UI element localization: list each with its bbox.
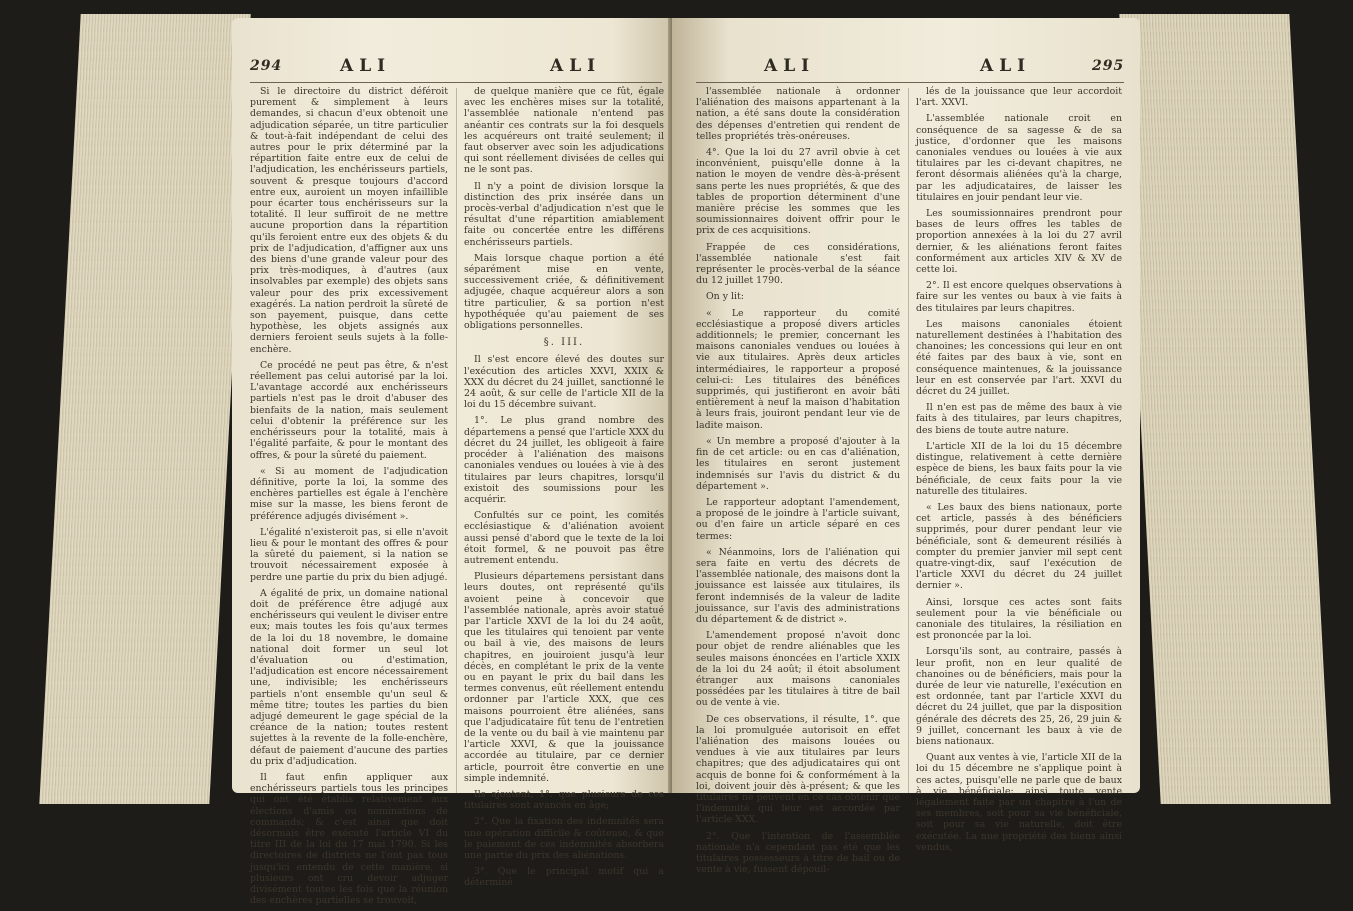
paragraph: A égalité de prix, un domaine national doit de préférence être adjugé aux enchérisseurs qui veulent le diviser entre eux; mais toutes les fois qu'aux termes de la loi du 18 novembre, le domaine national doit former un seul lot d'évaluation ou d'estimation, l'adjudication est encore nécessairement une, indivisible; les enchérisseurs partiels n'ont ensemble qu'un seul & même titre; toutes les parties du bien adjugé demeurent le gage spécial de la créance de la nation; toutes restent sujettes à la revente de la folle-enchère, défaut de paiement d'aucune des parties du prix d'adjudication. (250, 587, 448, 767)
paragraph: « Les baux des biens nationaux, porte cet article, passés à des bénéficiers supprimés, pour durer pendant leur vie bénéficiale, sont & demeurent résiliés à compter du premier janvier mil sept cent quatre-vingt-dix, sauf l'exécution de l'article XXVI du décret du 24 juillet dernier ». (916, 501, 1122, 592)
paragraph: 2°. Que l'intention de l'assemblée nationale n'a cependant pas été que les titulaires possesseurs à titre de bail ou de vente à vie, fussent dépouil- (696, 830, 900, 876)
paragraph: Il n'y a point de division lorsque la distinction des prix insérée dans un procès-verbal d'adjudication n'est que le résultat d'une répartition amiablement faite ou concertée entre les différens enchérisseurs partiels. (464, 180, 664, 248)
paragraph: de quelque manière que ce fût, égale avec les enchères mises sur la totalité, l'assemblée nationale n'entend pas anéantir ces contrats sur la foi desquels les acquéreurs ont traité seulement; il faut observer avec soin les adjudications qui sont réellement divisées de celles qui ne le sont pas. (464, 86, 664, 176)
paragraph: Il faut enfin appliquer aux enchérisseurs partiels tous les principes qui ont été établis relativement aux élections d'amis ou nominations de commands; & c'est ainsi que doit désormais être exécuté l'article VI du titre III de la loi du 17 mai 1790. Si les directoires de districts ne l'ont pas tous jusqu'ici entendu de cette manière, si plusieurs ont cru devoir adjuger divisément toutes les fois que la réunion des enchères partielles se trouvoit, (250, 771, 448, 907)
paragraph: 1°. Le plus grand nombre des départemens a pensé que l'article XXX du décret du 24 juillet, les obligeoit à faire procéder à l'aliénation des maisons canoniales vendues ou louées à vie à des titulaires par leurs chapitres, lorsqu'il existoit des soumissions pour les acquérir. (464, 415, 664, 505)
paragraph: On y lit: (706, 291, 744, 303)
paragraph: 3°. Que le principal motif qui a déterminé (464, 866, 664, 889)
paragraph: « Si au moment de l'adjudication définitive, porte la loi, la somme des enchères partielles est égale à l'enchère mise sur la masse, les biens feront de préférence adjugés divisément ». (250, 465, 448, 522)
right-page (672, 18, 1140, 876)
paragraph: Les maisons canoniales étoient naturellement destinées à l'habitation des chanoines; les concessions qui leur en ont été faites par des baux à vie, sont en conséquence maintenues, & la jouissance leur en est conservée par l'art. XXVI du décret du 24 juillet. (916, 318, 1122, 398)
paragraph: 2°. Il est encore quelques observations à faire sur les ventes ou baux à vie faits à des titulaires par leurs chapitres. (916, 280, 1122, 314)
paragraph: Plusieurs départemens persistant dans leurs doutes, ont représenté qu'ils avoient peine à concevoir que l'assemblée nationale, après avoir statué par l'article XXVI de la loi du 24 août, que les titulaires qui tenoient par vente ou bail à vie, des maisons de leurs chapitres, en jouiroient jusqu'à leur décès, en complétant le prix de la vente ou en payant le prix du bail dans les termes convenus, eût réellement entendu ordonner par l'article XXX, que ces maisons pourroient être aliénées, sans que l'adjudicataire fût tenu de l'entretien de la vente ou du bail à vie maintenu par l'article XXVI, & que la jouissance accordée au titulaire, par ce dernier article, pourroit être convertie en une simple indemnité. (464, 571, 664, 784)
paragraph: Le rapporteur adoptant l'amendement, a proposé de le joindre à l'article suivant, ou d'en faire un article séparé en ces termes: (696, 496, 900, 542)
left-page-header (232, 56, 680, 84)
paragraph: lés de la jouissance que leur accordoit l'art. XXVI. (916, 86, 1122, 109)
paragraph: Frappée de ces considérations, l'assemblée nationale s'est fait représenter le procès-verbal de la séance du 12 juillet 1790. (696, 241, 900, 287)
left-header-rule (250, 82, 662, 83)
page-edges-left (39, 14, 250, 804)
paragraph: « Le rapporteur du comité ecclésiastique a proposé divers articles additionnels; le premier, concernant les maisons canoniales vendues ou louées à vie aux titulaires. Après deux articles intermédiaires, le rapporteur a proposé celui-ci: Les titulaires des bénéfices supprimés, qui justifieront en avoir bâti entièrement à neuf la maison d'habitation à leurs frais, jouiront pendant leur vie de ladite maison. (696, 307, 900, 431)
paragraph: Mais lorsque chaque portion a été séparément mise en vente, successivement criée, & définitivement adjugée, chaque acquéreur alors a son titre particulier, & sa portion n'est hypothéquée qu'au paiement de ses obligations personnelles. (464, 252, 664, 332)
paragraph: « Un membre a proposé d'ajouter à la fin de cet article: ou en cas d'aliénation, les titulaires en seront justement indemnisés sur l'avis du district & du département ». (696, 435, 900, 492)
right-header-rule (696, 82, 1124, 83)
paragraph: L'assemblée nationale croit en conséquence de sa sagesse & de sa justice, d'ordonner que les maisons canoniales vendues ou louées à vie aux titulaires par les ci-devant chapitres, ne feront désormais aliénées qu'à la charge, par les adjudicataires, de laisser les titulaires en jouir pendant leur vie. (916, 113, 1122, 203)
paragraph: 4°. Que la loi du 27 avril obvie à cet inconvénient, puisqu'elle donne à la nation le moyen de vendre dès-à-présent sans perte les nues propriétés, & que des tables de proportion déterminent d'une manière précise les sommes que les soumissionnaires doivent offrir pour le prix de ces acquisitions. (696, 147, 900, 237)
page-edges-right (1119, 14, 1330, 804)
paragraph: Quant aux ventes à vie, l'article XII de la loi du 15 décembre ne s'applique point à ces actes, puisqu'elle ne parle que de baux à vie bénéficiale; ainsi toute vente légalement faite par un chapitre à l'un de ses membres, soit pour sa vie bénéficiale, soit pour sa vie naturelle, doit être exécutée. La nue propriété des biens ainsi vendus, (916, 752, 1122, 853)
paragraph: Il n'en est pas de même des baux à vie faits à des titulaires, par leurs chapitres, des biens de toute autre nature. (916, 402, 1122, 436)
paragraph: L'amendement proposé n'avoit donc pour objet de rendre aliénables que les seules maisons énoncées en l'article XXIX de la loi du 24 août; il étoit absolument étranger aux maisons canoniales possédées par les titulaires à titre de bail ou de vente à vie. (696, 630, 900, 709)
paragraph: Ils ajoutent, 1°. que plusieurs de ces titulaires sont avancés en âge; (464, 788, 664, 812)
paragraph: Il s'est encore élevé des doutes sur l'exécution des articles XXVI, XXIX & XXX du décret du 24 juillet, sanctionné le 24 août, & sur celle de l'article XII de la loi du 15 décembre suivant. (464, 354, 664, 411)
left-page-number: 294 (250, 58, 283, 74)
right-column-1 (696, 86, 900, 880)
right-column-divider (908, 88, 909, 793)
paragraph: l'assemblée nationale à ordonner l'aliénation des maisons appartenant à la nation, a été sans doute la considération des dépenses d'entretien qui rendent de telles propriétés très-onéreuses. (696, 86, 900, 142)
right-running-head-1: ALI (764, 56, 816, 76)
right-page-number: 295 (1092, 58, 1125, 74)
paragraph: Ainsi, lorsque ces actes sont faits seulement pour la vie bénéficiale ou canoniale des titulaires, la résiliation en est prononcée par la loi. (916, 596, 1122, 642)
section-heading: §. III. (543, 337, 585, 349)
paragraph: L'égalité n'existeroit pas, si elle n'avoit lieu & pour le montant des offres & pour la sûreté du paiement, si la nation se trouvoit nécessairement exposée à perdre une partie du prix du bien adjugé. (250, 526, 448, 583)
paragraph: Les soumissionnaires prendront pour bases de leurs offres les tables de proportion annexées à la loi du 27 avril dernier, & les aliénations feront faites conformément aux articles XIV & XV de cette loi. (916, 208, 1122, 276)
left-running-head-1: ALI (340, 56, 392, 76)
paragraph: « Néanmoins, lors de l'aliénation qui sera faite en vertu des décrets de l'assemblée nationale, des maisons dont la jouissance est laissée aux titulaires, ils feront indemnisés de la valeur de ladite jouissance, sur l'avis des administrations du département & de district ». (696, 546, 900, 625)
paragraph: L'article XII de la loi du 15 décembre distingue, relativement à cette dernière espèce de biens, les baux faits pour la vie bénéficiale, de ceux faits pour la vie naturelle des titulaires. (916, 440, 1122, 497)
paragraph: De ces observations, il résulte, 1°. que la loi promulguée autorisoit en effet l'aliénation des maisons louées ou vendues à vie aux titulaires par leurs chapitres; que des adjudicataires qui ont acquis de bonne foi & conformément à la loi, doivent jouir dès à-présent; & que les titulaires ne peuvent en ce cas obtenir que l'indemnité qui leur est accordée par l'article XXX. (696, 713, 900, 826)
paragraph: 2°. Que la fixation des indemnités sera une opération difficile & coûteuse, & que le paiement de ces indemnités absorbera une partie du prix des aliénations. (464, 816, 664, 861)
left-page (232, 18, 680, 907)
left-column-divider (456, 88, 457, 793)
paragraph: Confultés sur ce point, les comités ecclésiastique & d'aliénation avoient aussi pensé d'abord que le texte de la loi étoit formel, & ne pouvoit pas être autrement entendu. (464, 510, 664, 566)
paragraph: Si le directoire du district déféroit purement & simplement à leurs demandes, si chacun d'eux obtenoit une adjudication séparée, un titre particulier & tout-à-fait indépendant de celui des autres pour le prix déterminé par la répartition faite entre eux de celui de l'adjudication, les enchérisseurs partiels, souvent & presque toujours d'accord entre eux, auroient un moyen infaillible pour écarter tous enchérisseurs sur la totalité. Il leur suffiroit de ne mettre aucune proportion dans la répartition qu'ils feroient entre eux des objets & du prix de l'adjudication, d'affigner aux uns des biens d'une grande valeur pour des prix très-modiques, à d'autres (aux insolvables par exemple) des objets sans valeur pour des prix excessivement exagérés. La nation perdroit la sûreté de son payement, puisque, dans cette hypothèse, les objets assignés aux derniers feroient seuls sujets à la folle-enchère. (250, 86, 448, 355)
right-running-head-2: ALI (980, 56, 1032, 76)
left-column-1 (250, 86, 448, 911)
right-page-header (672, 56, 1140, 84)
left-column-2 (464, 86, 664, 894)
paragraph: Ce procédé ne peut pas être, & n'est réellement pas celui autorisé par la loi. L'avantage accordé aux enchérisseurs partiels n'est pas le droit d'abuser des bienfaits de la nation, mais seulement celui d'obtenir la préférence sur les enchérisseurs pour la totalité, mais à l'égalité parfaite, & pour le montant des offres, & pour la sûreté du paiement. (250, 359, 448, 461)
left-running-head-2: ALI (550, 56, 602, 76)
right-column-2 (916, 86, 1122, 858)
paragraph: Lorsqu'ils sont, au contraire, passés à leur profit, non en leur qualité de chanoines ou de bénéficiers, mais pour la durée de leur vie naturelle, l'exécution en est ordonnée, tant par l'article XXVI du décret du 24 juillet, que par la disposition générale des décrets des 25, 26, 29 juin & 9 juillet, concernant les baux à vie de biens nationaux. (916, 646, 1122, 747)
